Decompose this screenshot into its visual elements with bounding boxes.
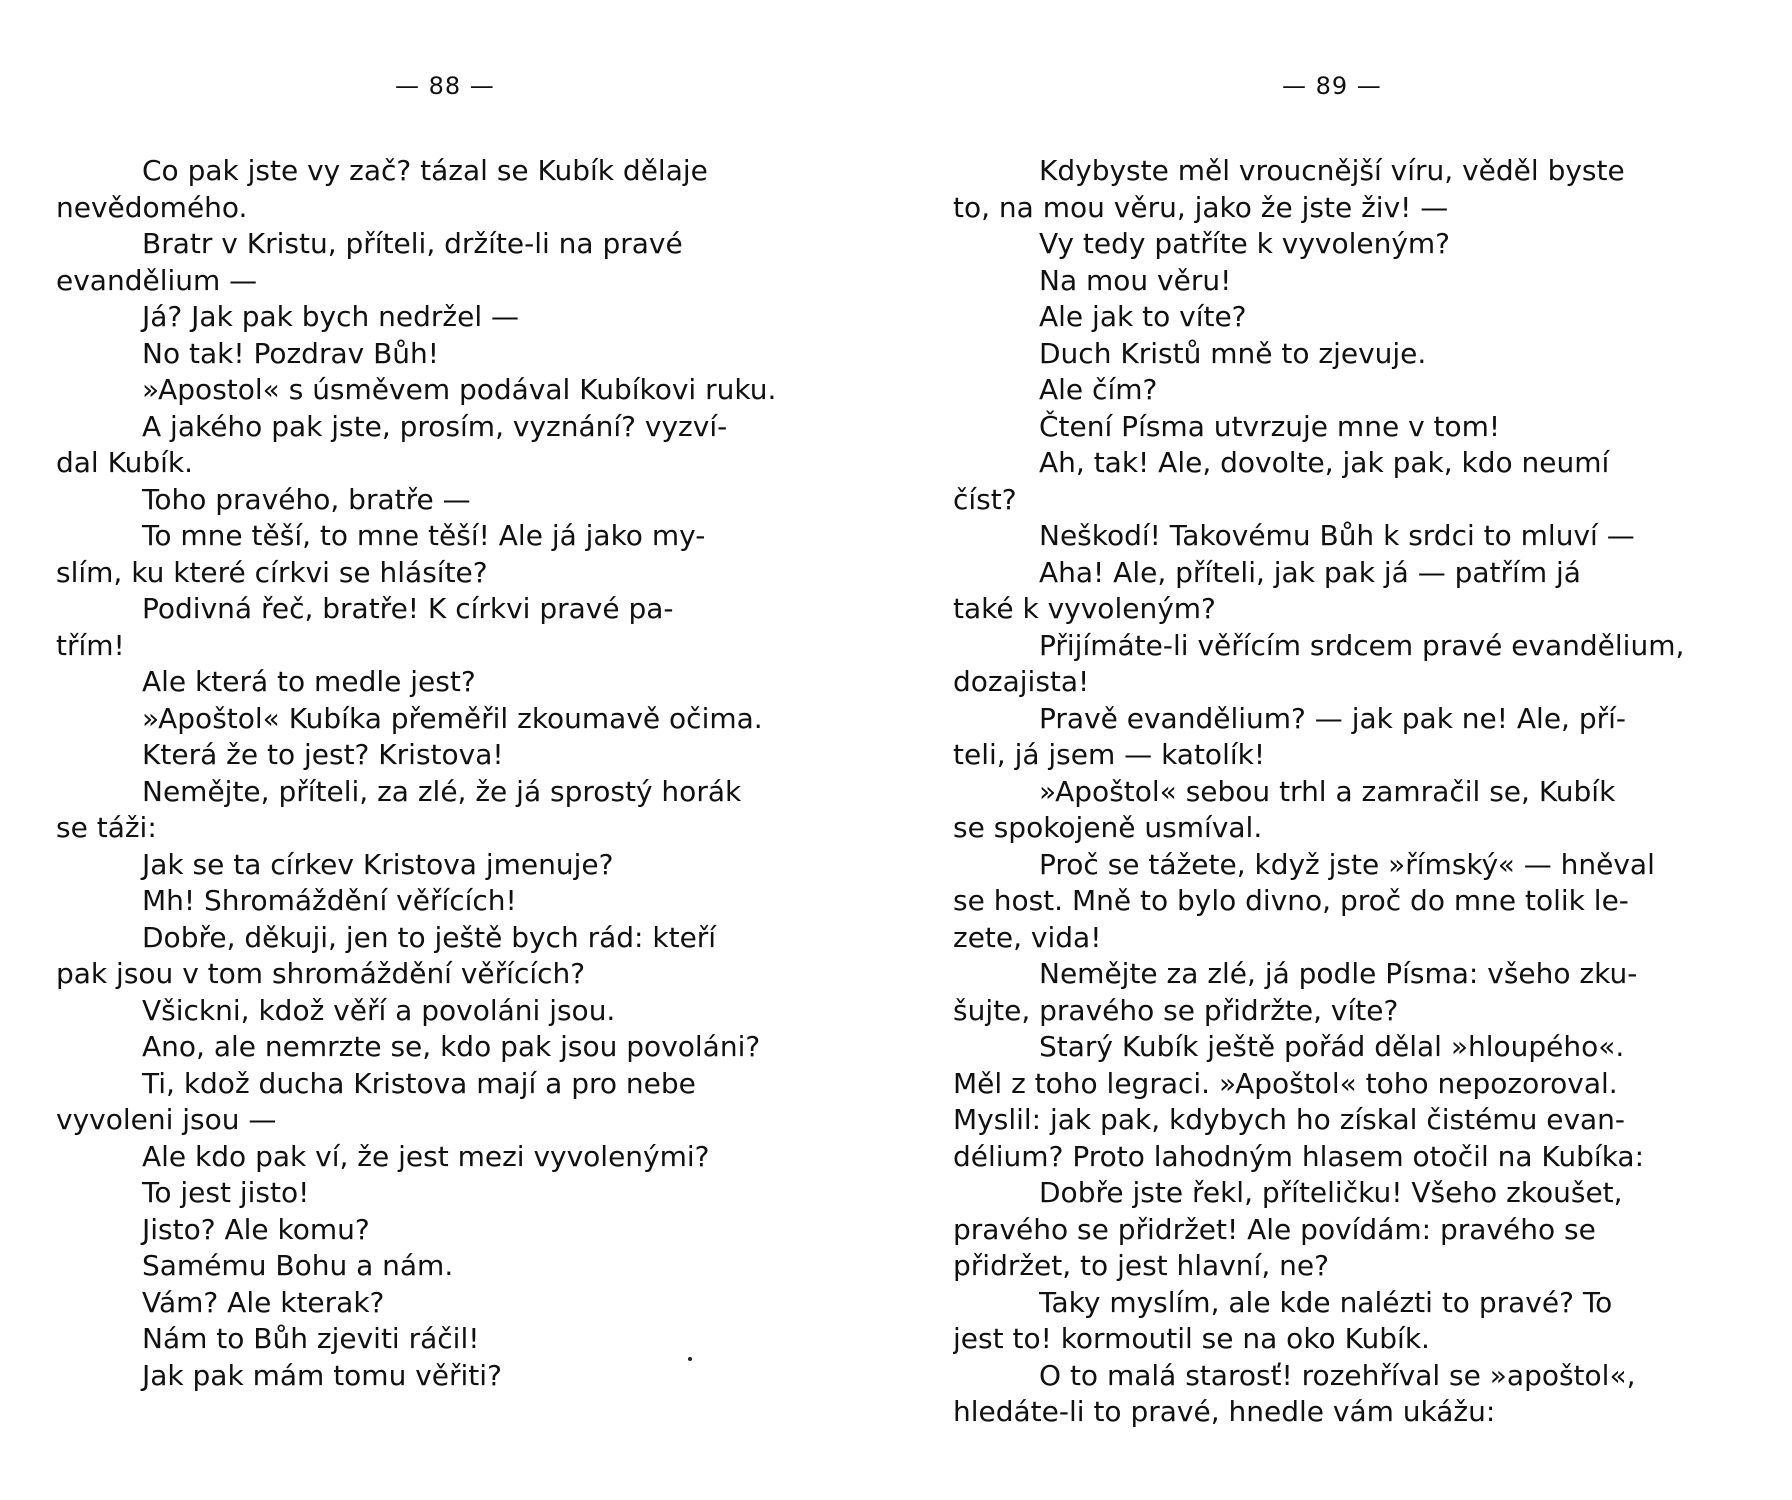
text-line: se spokojeně usmíval. <box>953 811 1263 844</box>
text-line: To jest jisto! <box>142 1176 310 1209</box>
text-line: Taky myslím, ale kde nalézti to pravé? To <box>1039 1285 1613 1319</box>
text-line: Neškodí! Takovému Bůh k srdci to mluví — <box>1039 519 1635 552</box>
text-line: to, na mou věru, jako že jste živ! — <box>953 190 1449 224</box>
text-line: Ale kdo pak ví, že jest mezi vyvolenými? <box>142 1139 710 1173</box>
text-line: Měl z toho legraci. »Apoštol« toho nepozoroval. <box>953 1066 1618 1100</box>
text-line: třím! <box>56 628 125 662</box>
text-line: Vám? Ale kterak? <box>142 1285 385 1319</box>
text-line: dal Kubík. <box>56 446 193 479</box>
text-line: nevědomého. <box>56 190 248 224</box>
text-line: Jak se ta církev Kristova jmenuje? <box>142 847 614 881</box>
text-line: Pravě evandělium? — jak pak ne! Ale, pří- <box>1039 701 1627 735</box>
text-line: Jak pak mám tomu věřiti? <box>142 1358 502 1392</box>
text-line: jest to! kormoutil se na oko Kubík. <box>953 1322 1430 1355</box>
text-line: pak jsou v tom shromáždění věřících? <box>56 957 586 990</box>
text-line: Nám to Bůh zjeviti ráčil! <box>142 1322 480 1355</box>
text-line: Co pak jste vy zač? tázal se Kubík dělaje <box>142 154 708 187</box>
text-line: Já? Jak pak bych nedržel — <box>142 300 520 333</box>
text-line: Ah, tak! Ale, dovolte, jak pak, kdo neumí <box>1039 446 1610 479</box>
text-line: »Apostol« s úsměvem podával Kubíkovi ruku. <box>142 373 777 406</box>
text-line: teli, já jsem — katolík! <box>953 738 1266 771</box>
text-line: Nemějte, příteli, za zlé, že já sprostý horák <box>142 774 742 808</box>
page-text <box>953 153 1768 1431</box>
text-line: Všickni, kdož věří a povoláni jsou. <box>142 993 616 1027</box>
text-line: číst? <box>953 482 1017 516</box>
text-line: Vy tedy patříte k vyvoleným? <box>1039 227 1451 260</box>
text-line: Ale čím? <box>1039 373 1158 406</box>
text-line: se host. Mně to bylo divno, proč do mne tolik le- <box>953 884 1629 917</box>
text-line: Ti, kdož ducha Kristova mají a pro nebe <box>142 1066 696 1100</box>
text-line: Aha! Ale, příteli, jak pak já — patřím já <box>1039 555 1581 589</box>
text-line: Toho pravého, bratře — <box>142 482 471 516</box>
text-line: Kdybyste měl vroucnější víru, věděl byste <box>1039 154 1625 187</box>
text-line: Na mou věru! <box>1039 263 1232 297</box>
text-line: Nemějte za zlé, já podle Písma: všeho zku- <box>1039 957 1638 990</box>
text-line: se táži: <box>56 811 157 844</box>
page-text <box>56 153 871 1394</box>
text-line: délium? Proto lahodným hlasem otočil na Kubíka: <box>953 1139 1645 1173</box>
text-line: Bratr v Kristu, příteli, držíte-li na pravé <box>142 227 683 260</box>
text-line: také k vyvoleným? <box>953 592 1216 625</box>
text-line: Mh! Shromáždění věřících! <box>142 884 517 917</box>
text-line: »Apoštol« Kubíka přeměřil zkoumavě očima. <box>142 701 763 735</box>
text-line: Dobře, děkuji, jen to ještě bych rád: kteří <box>142 920 717 954</box>
text-line: dozajista! <box>953 665 1090 698</box>
text-line: Samému Bohu a nám. <box>142 1249 454 1282</box>
text-line: hledáte-li to pravé, hnedle vám ukážu: <box>953 1395 1496 1428</box>
text-line: To mne těší, to mne těší! Ale já jako my- <box>142 519 706 552</box>
text-line: evandělium — <box>56 263 258 297</box>
text-line: Starý Kubík ještě pořád dělal »hloupého«. <box>1039 1030 1625 1063</box>
text-line: přidržet, to jest hlavní, ne? <box>953 1249 1329 1282</box>
text-line: Čtení Písma utvrzuje mne v tom! <box>1039 409 1501 443</box>
text-line: pravého se přidržet! Ale povídám: pravého se <box>953 1212 1596 1246</box>
text-line: Přijímáte-li věřícím srdcem pravé evandělium, <box>1039 628 1685 662</box>
text-line: Myslil: jak pak, kdybych ho získal čistému evan- <box>953 1103 1626 1136</box>
text-line: vyvoleni jsou — <box>56 1103 277 1136</box>
text-line: Dobře jste řekl, příteličku! Všeho zkoušet, <box>1039 1176 1623 1209</box>
text-line: šujte, pravého se přidržte, víte? <box>953 993 1399 1027</box>
text-line: slím, ku které církvi se hlásíte? <box>56 555 488 589</box>
page-number: — 89 — <box>1282 72 1382 100</box>
text-line: Jisto? Ale komu? <box>142 1212 370 1246</box>
print-speck <box>688 1357 692 1361</box>
text-line: Ale která to medle jest? <box>142 665 476 698</box>
text-line: Podivná řeč, bratře! K církvi pravé pa- <box>142 592 674 625</box>
text-line: »Apoštol« sebou trhl a zamračil se, Kubík <box>1039 774 1616 808</box>
text-line: Ano, ale nemrzte se, kdo pak jsou povoláni? <box>142 1030 761 1063</box>
text-line: Ale jak to víte? <box>1039 300 1247 333</box>
right-page <box>896 0 1792 1500</box>
text-line: Proč se tážete, když jste »římský« — hněval <box>1039 847 1655 881</box>
text-line: Duch Kristů mně to zjevuje. <box>1039 336 1427 370</box>
text-line: O to malá starosť! rozehříval se »apoštol«, <box>1039 1358 1636 1392</box>
text-line: No tak! Pozdrav Bůh! <box>142 336 440 370</box>
text-line: zete, vida! <box>953 920 1102 954</box>
text-line: Která že to jest? Kristova! <box>142 738 504 771</box>
page-number: — 88 — <box>395 72 495 100</box>
text-line: A jakého pak jste, prosím, vyznání? vyzví- <box>142 409 728 443</box>
